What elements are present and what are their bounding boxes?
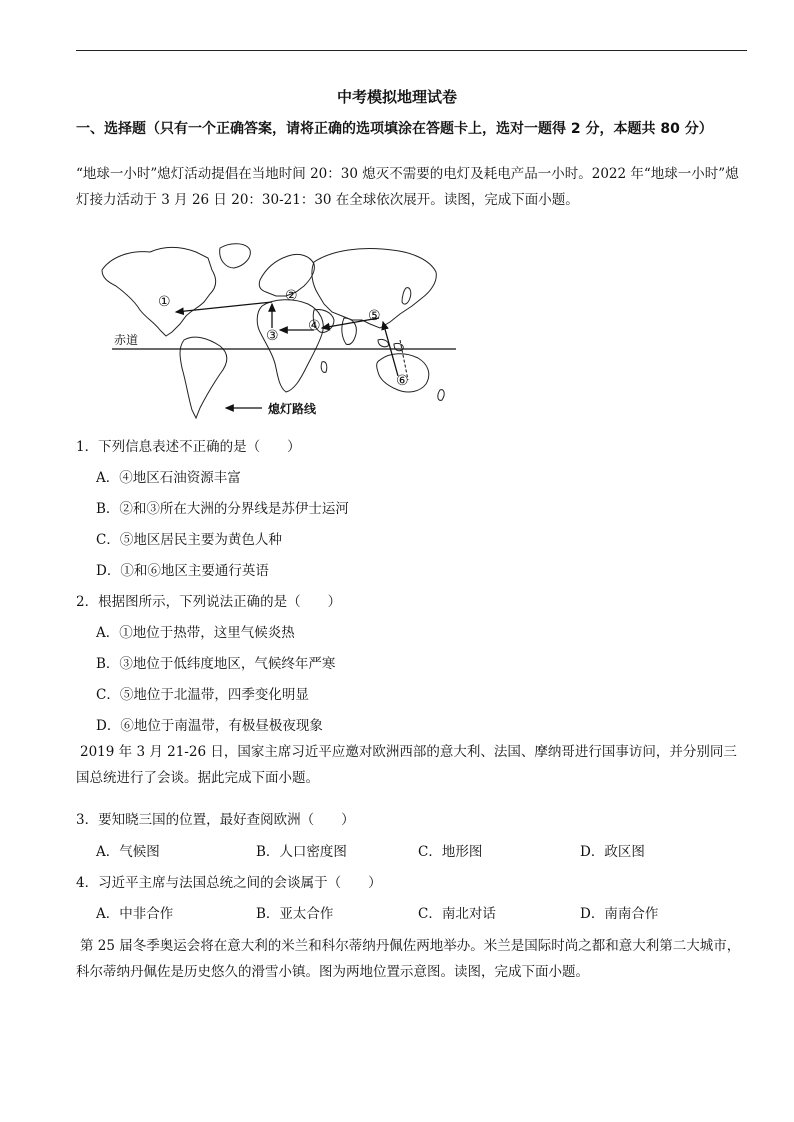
question-2-stem: 2．根据图所示，下列说法正确的是（ ） bbox=[76, 594, 342, 610]
equator-label: 赤道 bbox=[114, 333, 139, 347]
question-2-option-a[interactable]: A．①地位于热带，这里气候炎热 bbox=[96, 625, 295, 641]
world-map-svg bbox=[100, 240, 460, 422]
intro-paragraph-earth-hour: “地球一小时”熄灯活动提倡在当地时间 20：30 熄灭不需要的电灯及耗电产品一小时。2022 年“地球一小时”熄灯接力活动于 3 月 26 日 20：30-21：30 在全球依次展开。读图，完成下面小题。 bbox=[76, 166, 739, 208]
question-1-option-c[interactable]: C．⑤地区居民主要为黄色人种 bbox=[96, 532, 282, 548]
marker-5: ⑤ bbox=[368, 308, 381, 324]
legend-label: 熄灯路线 bbox=[268, 402, 317, 416]
question-4-option-d[interactable]: D．南南合作 bbox=[580, 906, 659, 922]
question-2-option-b[interactable]: B．③地位于低纬度地区，气候终年严寒 bbox=[96, 656, 336, 672]
marker-2: ② bbox=[285, 288, 298, 304]
intro-paragraph-state-visit: 2019 年 3 月 21-26 日，国家主席习近平应邀对欧洲西部的意大利、法国、摩纳哥进行国事访问，并分别同三国总统进行了会谈。据此完成下面小题。 bbox=[76, 744, 737, 786]
question-1-option-d[interactable]: D．①和⑥地区主要通行英语 bbox=[96, 563, 269, 579]
question-3-options bbox=[96, 842, 746, 862]
question-3-stem: 3．要知晓三国的位置，最好查阅欧洲（ ） bbox=[76, 812, 355, 828]
madagascar-outline bbox=[321, 362, 327, 373]
header-rule bbox=[76, 50, 747, 51]
route-segment-2-1 bbox=[176, 302, 272, 312]
question-1-option-a[interactable]: A．④地区石油资源丰富 bbox=[96, 470, 241, 486]
japan-outline bbox=[402, 288, 411, 304]
question-2-option-c[interactable]: C．⑤地位于北温带，四季变化明显 bbox=[96, 687, 309, 703]
question-3-option-d[interactable]: D．政区图 bbox=[580, 844, 645, 860]
question-3-option-b[interactable]: B．人口密度图 bbox=[256, 844, 347, 860]
question-1-stem: 1．下列信息表述不正确的是（ ） bbox=[76, 439, 301, 455]
question-3-option-a[interactable]: A．气候图 bbox=[96, 844, 160, 860]
marker-3: ③ bbox=[266, 328, 279, 344]
question-1-option-b[interactable]: B．②和③所在大洲的分界线是苏伊士运河 bbox=[96, 501, 349, 517]
greenland-outline bbox=[220, 244, 251, 268]
question-4-option-b[interactable]: B．亚太合作 bbox=[256, 906, 334, 922]
section-heading: 一、选择题（只有一个正确答案，请将正确的选项填涂在答题卡上，选对一题得 2 分，本题共 80 分） bbox=[76, 121, 713, 137]
question-2-option-d[interactable]: D．⑥地位于南温带，有极昼极夜现象 bbox=[96, 718, 323, 734]
new-zealand-outline bbox=[438, 390, 444, 401]
intro-paragraph-winter-olympics: 第 25 届冬季奥运会将在意大利的米兰和科尔蒂纳丹佩佐两地举办。米兰是国际时尚之都和意大利第二大城市，科尔蒂纳丹佩佐是历史悠久的滑雪小镇。图为两地位置示意图。读图，完成下面小题。 bbox=[76, 938, 741, 980]
world-map-figure bbox=[100, 240, 460, 422]
north-america-outline bbox=[102, 248, 216, 337]
question-3-option-c[interactable]: C．地形图 bbox=[418, 844, 483, 860]
question-4-stem: 4．习近平主席与法国总统之间的会谈属于（ ） bbox=[76, 875, 382, 891]
marker-1: ① bbox=[158, 294, 171, 310]
question-4-option-a[interactable]: A．中非合作 bbox=[96, 906, 174, 922]
question-4-options bbox=[96, 904, 746, 924]
marker-6: ⑥ bbox=[396, 373, 409, 389]
question-4-option-c[interactable]: C．南北对话 bbox=[418, 906, 496, 922]
page-title: 中考模拟地理试卷 bbox=[336, 88, 457, 106]
marker-4: ④ bbox=[308, 318, 321, 334]
